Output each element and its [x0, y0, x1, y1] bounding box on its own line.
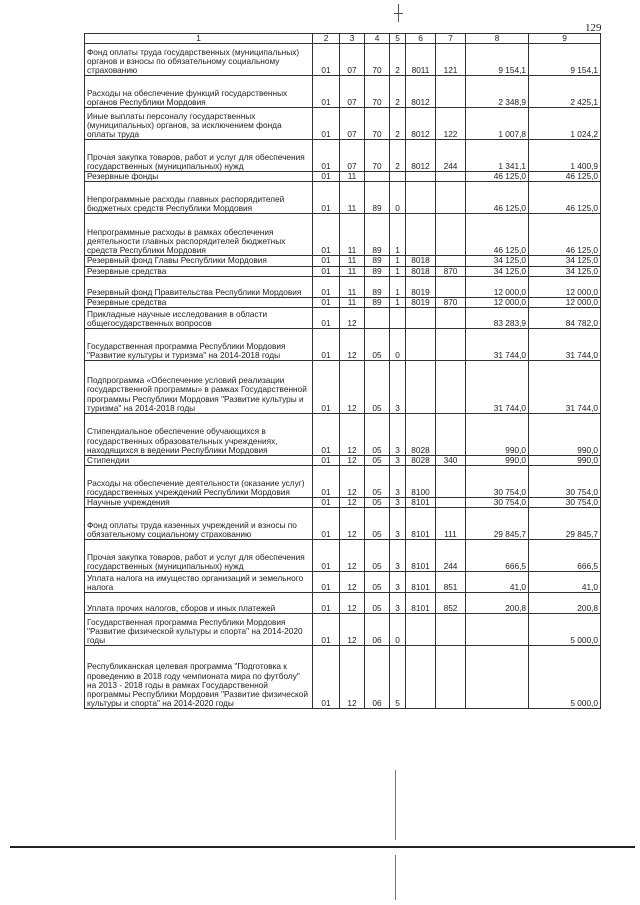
code-section-cell: 01	[313, 266, 340, 276]
code-subprogram-cell: 3	[390, 456, 406, 466]
row-name-cell: Уплата прочих налогов, сборов и иных платежей	[85, 593, 313, 614]
amount-year-2-cell: 5 000,0	[529, 646, 601, 709]
code-subprogram-cell: 3	[390, 498, 406, 508]
code-expense-type-cell: 852	[436, 593, 466, 614]
code-section-cell: 01	[313, 214, 340, 256]
amount-year-1-cell: 30 754,0	[466, 466, 529, 498]
table-row	[85, 361, 601, 414]
header-cell: 9	[529, 34, 601, 44]
row-name-cell: Резервные средства	[85, 297, 313, 307]
code-subprogram-cell: 2	[390, 44, 406, 76]
code-subsection-cell: 11	[340, 182, 365, 214]
table-row	[85, 646, 601, 709]
code-program-cell: 05	[365, 456, 390, 466]
table-row	[85, 540, 601, 572]
row-name-cell: Резервный фонд Правительства Республики Мордовия	[85, 276, 313, 297]
code-subsection-cell: 12	[340, 540, 365, 572]
code-subprogram-cell: 5	[390, 646, 406, 709]
row-name-cell: Государственная программа Республики Мордовия "Развитие культуры и туризма" на 2014-2018 годы	[85, 329, 313, 361]
table-row	[85, 266, 601, 276]
code-direction-cell: 8018	[406, 256, 436, 266]
row-name-cell: Расходы на обеспечение деятельности (оказание услуг) государственных учреждений Республики Мордовия	[85, 466, 313, 498]
row-name-cell: Иные выплаты персоналу государственных (муниципальных) органов, за исключением фонда оплаты труда	[85, 108, 313, 140]
code-section-cell: 01	[313, 414, 340, 456]
code-subprogram-cell: 3	[390, 540, 406, 572]
code-direction-cell: 8019	[406, 276, 436, 297]
code-subsection-cell: 12	[340, 614, 365, 646]
amount-year-2-cell: 84 782,0	[529, 308, 601, 329]
amount-year-2-cell: 30 754,0	[529, 498, 601, 508]
code-subsection-cell: 11	[340, 256, 365, 266]
amount-year-2-cell: 666,5	[529, 540, 601, 572]
code-direction-cell: 8019	[406, 297, 436, 307]
code-direction-cell: 8028	[406, 456, 436, 466]
row-name-cell: Стипендии	[85, 456, 313, 466]
code-subsection-cell: 11	[340, 297, 365, 307]
code-expense-type-cell	[436, 214, 466, 256]
code-section-cell: 01	[313, 308, 340, 329]
amount-year-2-cell: 990,0	[529, 414, 601, 456]
code-section-cell: 01	[313, 498, 340, 508]
code-subsection-cell: 12	[340, 498, 365, 508]
table-row	[85, 297, 601, 307]
table-row	[85, 466, 601, 498]
table-row	[85, 140, 601, 172]
code-section-cell: 01	[313, 572, 340, 593]
code-direction-cell: 8018	[406, 266, 436, 276]
page-bottom-rule	[10, 846, 635, 848]
header-cell: 8	[466, 34, 529, 44]
table-row	[85, 456, 601, 466]
amount-year-1-cell: 41,0	[466, 572, 529, 593]
code-section-cell: 01	[313, 614, 340, 646]
code-subprogram-cell: 3	[390, 593, 406, 614]
code-section-cell: 01	[313, 44, 340, 76]
amount-year-1-cell: 31 744,0	[466, 329, 529, 361]
code-expense-type-cell: 244	[436, 140, 466, 172]
code-expense-type-cell: 340	[436, 456, 466, 466]
code-section-cell: 01	[313, 508, 340, 540]
code-subsection-cell: 11	[340, 276, 365, 297]
code-direction-cell	[406, 182, 436, 214]
code-expense-type-cell: 870	[436, 266, 466, 276]
code-section-cell: 01	[313, 140, 340, 172]
code-subprogram-cell: 1	[390, 266, 406, 276]
code-expense-type-cell	[436, 329, 466, 361]
header-row	[85, 34, 601, 44]
amount-year-2-cell: 990,0	[529, 456, 601, 466]
amount-year-2-cell: 46 125,0	[529, 182, 601, 214]
code-section-cell: 01	[313, 646, 340, 709]
code-expense-type-cell: 121	[436, 44, 466, 76]
code-section-cell: 01	[313, 108, 340, 140]
row-name-cell: Прикладные научные исследования в области общегосударственных вопросов	[85, 308, 313, 329]
code-program-cell: 05	[365, 414, 390, 456]
code-subsection-cell: 07	[340, 44, 365, 76]
header-cell: 4	[365, 34, 390, 44]
code-subprogram-cell: 2	[390, 76, 406, 108]
row-name-cell: Резервные средства	[85, 266, 313, 276]
code-subsection-cell: 12	[340, 572, 365, 593]
code-section-cell: 01	[313, 593, 340, 614]
code-program-cell	[365, 172, 390, 182]
code-direction-cell: 8100	[406, 466, 436, 498]
code-subprogram-cell: 2	[390, 108, 406, 140]
code-subprogram-cell	[390, 308, 406, 329]
code-section-cell: 01	[313, 276, 340, 297]
header-cell: 3	[340, 34, 365, 44]
amount-year-1-cell: 12 000,0	[466, 276, 529, 297]
code-program-cell: 89	[365, 276, 390, 297]
amount-year-1-cell: 34 125,0	[466, 266, 529, 276]
code-direction-cell	[406, 361, 436, 414]
code-program-cell: 05	[365, 540, 390, 572]
amount-year-2-cell: 2 425,1	[529, 76, 601, 108]
scan-fold-mark	[395, 855, 396, 900]
code-program-cell: 06	[365, 614, 390, 646]
budget-table	[84, 33, 601, 709]
amount-year-1-cell: 990,0	[466, 414, 529, 456]
amount-year-1-cell: 31 744,0	[466, 361, 529, 414]
code-expense-type-cell	[436, 76, 466, 108]
row-name-cell: Стипендиальное обеспечение обучающихся в государственных образовательных учреждениях, находящихся в ведении Республики Мордовия	[85, 414, 313, 456]
code-subprogram-cell: 3	[390, 508, 406, 540]
amount-year-2-cell: 34 125,0	[529, 256, 601, 266]
table-row	[85, 108, 601, 140]
table-row	[85, 182, 601, 214]
code-subsection-cell: 11	[340, 172, 365, 182]
amount-year-1-cell: 34 125,0	[466, 256, 529, 266]
code-program-cell: 05	[365, 498, 390, 508]
code-program-cell: 05	[365, 466, 390, 498]
table-row	[85, 308, 601, 329]
table-row	[85, 76, 601, 108]
code-expense-type-cell: 122	[436, 108, 466, 140]
table-row	[85, 172, 601, 182]
scan-fold-mark	[395, 770, 396, 840]
code-direction-cell: 8101	[406, 572, 436, 593]
amount-year-1-cell: 46 125,0	[466, 182, 529, 214]
code-subprogram-cell: 0	[390, 182, 406, 214]
amount-year-2-cell: 1 400,9	[529, 140, 601, 172]
row-name-cell: Расходы на обеспечение функций государственных органов Республики Мордовия	[85, 76, 313, 108]
code-section-cell: 01	[313, 466, 340, 498]
code-section-cell: 01	[313, 182, 340, 214]
code-subprogram-cell: 0	[390, 329, 406, 361]
amount-year-2-cell: 31 744,0	[529, 329, 601, 361]
amount-year-1-cell: 30 754,0	[466, 498, 529, 508]
amount-year-2-cell: 41,0	[529, 572, 601, 593]
code-program-cell: 05	[365, 572, 390, 593]
code-program-cell	[365, 308, 390, 329]
code-subprogram-cell: 0	[390, 614, 406, 646]
amount-year-2-cell: 12 000,0	[529, 276, 601, 297]
code-program-cell: 89	[365, 297, 390, 307]
code-expense-type-cell	[436, 276, 466, 297]
row-name-cell: Резервные фонды	[85, 172, 313, 182]
code-subprogram-cell: 1	[390, 214, 406, 256]
code-expense-type-cell	[436, 172, 466, 182]
amount-year-2-cell: 30 754,0	[529, 466, 601, 498]
code-section-cell: 01	[313, 297, 340, 307]
row-name-cell: Государственная программа Республики Мордовия "Развитие физической культуры и спорта" на 2014-2020 годы	[85, 614, 313, 646]
code-subsection-cell: 12	[340, 329, 365, 361]
code-subprogram-cell: 3	[390, 572, 406, 593]
amount-year-1-cell: 990,0	[466, 456, 529, 466]
code-program-cell: 70	[365, 44, 390, 76]
header-cell: 7	[436, 34, 466, 44]
code-expense-type-cell	[436, 498, 466, 508]
row-name-cell: Фонд оплаты труда государственных (муниципальных) органов и взносы по обязательному социальному страхованию	[85, 44, 313, 76]
code-subsection-cell: 11	[340, 214, 365, 256]
code-subsection-cell: 12	[340, 308, 365, 329]
code-direction-cell: 8012	[406, 108, 436, 140]
code-subsection-cell: 12	[340, 466, 365, 498]
table-row	[85, 44, 601, 76]
amount-year-2-cell: 9 154,1	[529, 44, 601, 76]
code-subsection-cell: 12	[340, 508, 365, 540]
code-subsection-cell: 07	[340, 108, 365, 140]
table-row	[85, 593, 601, 614]
code-direction-cell	[406, 329, 436, 361]
header-cell: 2	[313, 34, 340, 44]
amount-year-2-cell: 1 024,2	[529, 108, 601, 140]
table-row	[85, 508, 601, 540]
amount-year-1-cell: 9 154,1	[466, 44, 529, 76]
amount-year-1-cell: 12 000,0	[466, 297, 529, 307]
amount-year-1-cell: 1 007,8	[466, 108, 529, 140]
amount-year-2-cell: 46 125,0	[529, 172, 601, 182]
code-section-cell: 01	[313, 456, 340, 466]
code-expense-type-cell	[436, 614, 466, 646]
amount-year-1-cell: 46 125,0	[466, 214, 529, 256]
code-program-cell: 70	[365, 140, 390, 172]
amount-year-2-cell: 31 744,0	[529, 361, 601, 414]
code-subsection-cell: 12	[340, 593, 365, 614]
code-program-cell: 05	[365, 508, 390, 540]
table-row	[85, 572, 601, 593]
code-program-cell: 70	[365, 108, 390, 140]
amount-year-1-cell: 2 348,9	[466, 76, 529, 108]
code-subprogram-cell	[390, 172, 406, 182]
amount-year-2-cell: 46 125,0	[529, 214, 601, 256]
code-subsection-cell: 12	[340, 414, 365, 456]
code-expense-type-cell: 851	[436, 572, 466, 593]
code-subsection-cell: 07	[340, 140, 365, 172]
row-name-cell: Прочая закупка товаров, работ и услуг для обеспечения государственных (муниципальных) нужд	[85, 540, 313, 572]
code-program-cell: 05	[365, 593, 390, 614]
amount-year-1-cell	[466, 646, 529, 709]
row-name-cell: Фонд оплаты труда казенных учреждений и взносы по обязательному социальному страхованию	[85, 508, 313, 540]
code-subprogram-cell: 2	[390, 140, 406, 172]
code-subsection-cell: 07	[340, 76, 365, 108]
header-cell: 5	[390, 34, 406, 44]
code-program-cell: 05	[365, 361, 390, 414]
code-direction-cell	[406, 308, 436, 329]
code-subsection-cell: 12	[340, 456, 365, 466]
code-program-cell: 06	[365, 646, 390, 709]
code-expense-type-cell: 870	[436, 297, 466, 307]
code-expense-type-cell: 244	[436, 540, 466, 572]
header-cell: 6	[406, 34, 436, 44]
code-subprogram-cell: 1	[390, 276, 406, 297]
header-cell: 1	[85, 34, 313, 44]
code-subprogram-cell: 1	[390, 256, 406, 266]
amount-year-2-cell: 5 000,0	[529, 614, 601, 646]
code-direction-cell: 8101	[406, 508, 436, 540]
code-direction-cell: 8101	[406, 593, 436, 614]
code-direction-cell: 8101	[406, 540, 436, 572]
code-direction-cell: 8012	[406, 76, 436, 108]
code-program-cell: 89	[365, 214, 390, 256]
scan-binding-mark	[393, 4, 405, 22]
table-row	[85, 329, 601, 361]
table-row	[85, 256, 601, 266]
table-row	[85, 276, 601, 297]
code-direction-cell	[406, 646, 436, 709]
code-expense-type-cell	[436, 308, 466, 329]
amount-year-1-cell: 200,8	[466, 593, 529, 614]
code-direction-cell: 8028	[406, 414, 436, 456]
code-program-cell: 89	[365, 182, 390, 214]
code-expense-type-cell	[436, 361, 466, 414]
code-section-cell: 01	[313, 329, 340, 361]
code-direction-cell: 8101	[406, 498, 436, 508]
code-expense-type-cell	[436, 182, 466, 214]
amount-year-1-cell: 29 845,7	[466, 508, 529, 540]
table-row	[85, 214, 601, 256]
code-program-cell: 89	[365, 256, 390, 266]
row-name-cell: Научные учреждения	[85, 498, 313, 508]
code-subsection-cell: 11	[340, 266, 365, 276]
code-subprogram-cell: 3	[390, 414, 406, 456]
row-name-cell: Республиканская целевая программа "Подготовка к проведению в 2018 году чемпионата мира по футболу" на 2013 - 2018 годы в рамках Государственной программы Республики Мордовия "Развитие физической культуры и спорта" на 2014-2020 годы	[85, 646, 313, 709]
table-row	[85, 614, 601, 646]
code-expense-type-cell	[436, 256, 466, 266]
code-section-cell: 01	[313, 76, 340, 108]
code-expense-type-cell	[436, 466, 466, 498]
table-row	[85, 414, 601, 456]
code-subsection-cell: 12	[340, 646, 365, 709]
row-name-cell: Уплата налога на имущество организаций и земельного налога	[85, 572, 313, 593]
code-direction-cell	[406, 214, 436, 256]
code-expense-type-cell	[436, 646, 466, 709]
amount-year-2-cell: 34 125,0	[529, 266, 601, 276]
row-name-cell: Прочая закупка товаров, работ и услуг для обеспечения государственных (муниципальных) нужд	[85, 140, 313, 172]
amount-year-1-cell: 83 283,9	[466, 308, 529, 329]
row-name-cell: Резервный фонд Главы Республики Мордовия	[85, 256, 313, 266]
code-program-cell: 05	[365, 329, 390, 361]
code-direction-cell	[406, 172, 436, 182]
row-name-cell: Подпрограмма «Обеспечение условий реализации государственной программы» в рамках Государственной программы Республики Мордовия "Развитие культуры и туризма" на 2014-2018 годы	[85, 361, 313, 414]
table-row	[85, 498, 601, 508]
code-section-cell: 01	[313, 361, 340, 414]
code-subprogram-cell: 1	[390, 297, 406, 307]
code-subsection-cell: 12	[340, 361, 365, 414]
row-name-cell: Непрограммные расходы главных распорядителей бюджетных средств Республики Мордовия	[85, 182, 313, 214]
row-name-cell: Непрограммные расходы в рамках обеспечения деятельности главных распорядителей бюджетных средств Республики Мордовия	[85, 214, 313, 256]
page-number: 129	[585, 22, 602, 34]
code-section-cell: 01	[313, 256, 340, 266]
code-direction-cell	[406, 614, 436, 646]
amount-year-2-cell: 200,8	[529, 593, 601, 614]
amount-year-1-cell	[466, 614, 529, 646]
code-subprogram-cell: 3	[390, 361, 406, 414]
code-direction-cell: 8012	[406, 140, 436, 172]
amount-year-1-cell: 666,5	[466, 540, 529, 572]
code-section-cell: 01	[313, 540, 340, 572]
amount-year-1-cell: 1 341,1	[466, 140, 529, 172]
amount-year-2-cell: 12 000,0	[529, 297, 601, 307]
code-section-cell: 01	[313, 172, 340, 182]
code-expense-type-cell	[436, 414, 466, 456]
amount-year-1-cell: 46 125,0	[466, 172, 529, 182]
amount-year-2-cell: 29 845,7	[529, 508, 601, 540]
code-expense-type-cell: 111	[436, 508, 466, 540]
code-direction-cell: 8011	[406, 44, 436, 76]
code-program-cell: 70	[365, 76, 390, 108]
code-subprogram-cell: 3	[390, 466, 406, 498]
code-program-cell: 89	[365, 266, 390, 276]
